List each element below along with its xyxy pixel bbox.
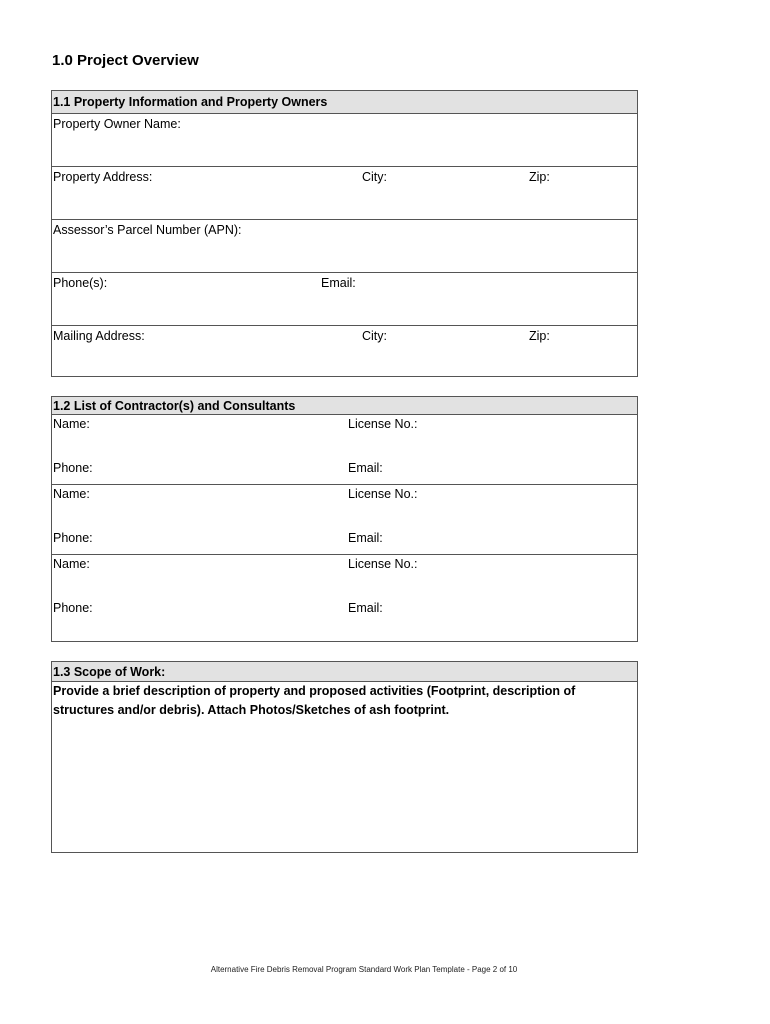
contractor-entry[interactable]	[52, 415, 637, 485]
contractor-entry[interactable]	[52, 555, 637, 641]
contractor-license-label: License No.:	[348, 417, 418, 431]
scope-section	[51, 661, 638, 853]
contractor-license-label: License No.:	[348, 557, 418, 571]
mailing-zip-label: Zip:	[529, 329, 550, 343]
mailing-address-row[interactable]	[52, 326, 637, 378]
contractor-phone-label: Phone:	[53, 601, 93, 615]
property-address-row[interactable]	[52, 167, 637, 220]
contractor-license-label: License No.:	[348, 487, 418, 501]
contractor-email-label: Email:	[348, 531, 383, 545]
owner-name-row[interactable]	[52, 114, 637, 167]
contractor-name-label: Name:	[53, 417, 90, 431]
property-info-header: 1.1 Property Information and Property Owners	[52, 91, 637, 114]
mailing-city-label: City:	[362, 329, 387, 343]
property-zip-label: Zip:	[529, 170, 550, 184]
contractor-email-label: Email:	[348, 601, 383, 615]
property-info-section	[51, 90, 638, 377]
owner-name-label: Property Owner Name:	[53, 117, 181, 131]
apn-label: Assessor’s Parcel Number (APN):	[53, 223, 242, 237]
owner-phone-label: Phone(s):	[53, 276, 108, 290]
contractor-name-label: Name:	[53, 487, 90, 501]
contractor-entry[interactable]	[52, 485, 637, 555]
contractors-section	[51, 396, 638, 642]
contractor-email-label: Email:	[348, 461, 383, 475]
page-footer: Alternative Fire Debris Removal Program Standard Work Plan Template - Page 2 of 10	[210, 965, 518, 974]
contractor-phone-label: Phone:	[53, 461, 93, 475]
contractors-header: 1.2 List of Contractor(s) and Consultants	[52, 397, 637, 415]
phone-email-row[interactable]	[52, 273, 637, 326]
mailing-address-label: Mailing Address:	[53, 329, 145, 343]
page-title: 1.0 Project Overview	[52, 52, 199, 69]
property-city-label: City:	[362, 170, 387, 184]
property-address-label: Property Address:	[53, 170, 153, 184]
contractor-phone-label: Phone:	[53, 531, 93, 545]
scope-header: 1.3 Scope of Work:	[52, 662, 637, 682]
scope-description-field[interactable]	[52, 682, 637, 852]
contractor-name-label: Name:	[53, 557, 90, 571]
scope-description: Provide a brief description of property and proposed activities (Footprint, description of structures and/or debris). Attach Photos/Sketches of ash footprint.	[53, 684, 576, 717]
apn-row[interactable]	[52, 220, 637, 273]
owner-email-label: Email:	[321, 276, 356, 290]
